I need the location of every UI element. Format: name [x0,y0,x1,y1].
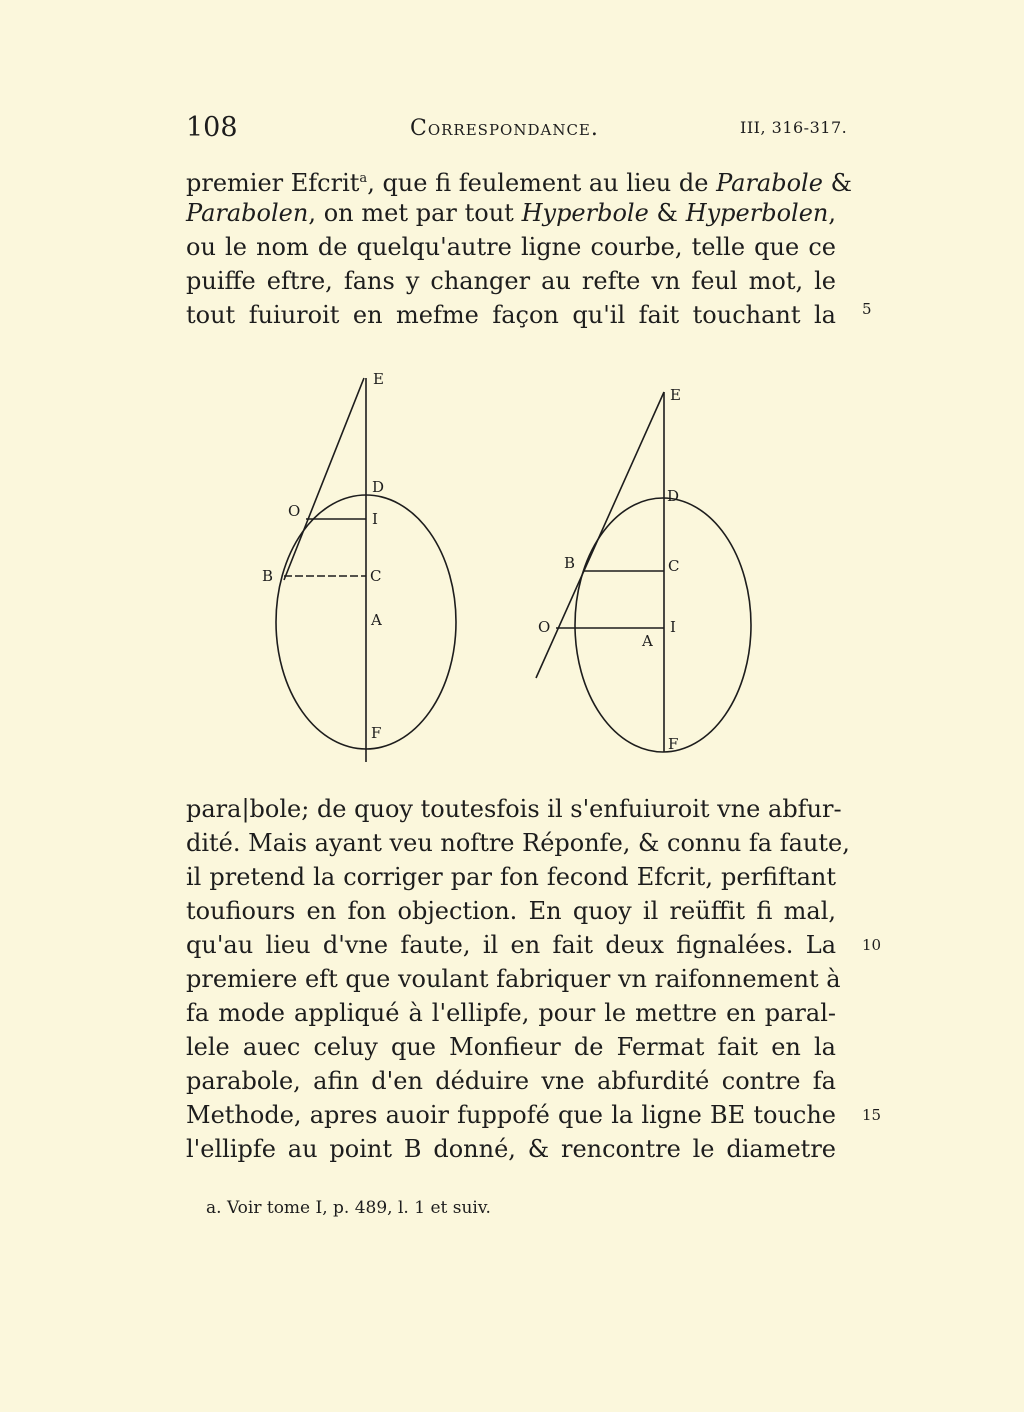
text-line: il pretend la corriger par fon fecond Efcrit, perfiftant [186,863,836,891]
text-line: puiffe eftre, fans y changer au refte vn feul mot, le [186,267,836,295]
text-line: tout fuiuroit en mefme façon qu'il fait touchant la [186,301,836,329]
left-tangent-line [284,378,364,580]
label-o: O [288,502,301,520]
text-line: parabole, afin d'en déduire vne abfurdité contre fa [186,1067,836,1095]
text-line: qu'au lieu d'vne faute, il en fait deux fignalées. La [186,931,836,959]
label-b: B [262,567,274,585]
text-line: l'ellipfe au point B donné, & rencontre le diametre [186,1135,836,1163]
label-o: O [538,618,551,636]
footnote-marker: a [359,171,368,186]
text-line: para|bole; de quoy toutesfois il s'enfuiuroit vne abfur- [186,795,842,823]
label-e: E [670,386,681,404]
label-c: C [668,557,680,575]
paragraph-bottom [186,792,850,1166]
text-line: dité. Mais ayant veu noftre Réponfe, & connu fa faute, [186,829,850,857]
text-line: Parabolen, on met par tout Hyperbole & Hyperbolen, [186,199,837,227]
label-d: D [372,478,385,496]
label-b: B [564,554,576,572]
volume-reference: III, 316-317. [740,118,848,137]
right-ellipse [575,498,751,752]
text-line: fa mode appliqué à l'ellipfe, pour le mettre en paral- [186,999,836,1027]
label-a: A [642,632,653,650]
label-e: E [373,370,384,388]
label-i: I [372,510,378,528]
label-f: F [371,724,382,742]
label-a: A [371,611,382,629]
text-line: Methode, apres auoir fuppofé que la ligne BE touche [186,1101,836,1129]
text-line: toufiours en fon objection. En quoy il reüffit fi mal, [186,897,836,925]
ellipse-figure [240,360,780,770]
label-i: I [670,618,676,636]
text-line: ou le nom de quelqu'autre ligne courbe, telle que ce [186,233,836,261]
running-title: Correspondance. [410,116,599,141]
text-line: premiere eft que voulant fabriquer vn raifonnement à [186,965,841,993]
page-header [0,112,1024,148]
text-line: premier Efcrit$^a$, que fi feulement au lieu de Parabole & [186,169,852,197]
page-number: 108 [186,112,238,143]
footnote: a. Voir tome I, p. 489, l. 1 et suiv. [206,1198,491,1218]
line-number: 5 [862,300,872,318]
text-line: lele auec celuy que Monfieur de Fermat fait en la [186,1033,836,1061]
line-number: 15 [862,1106,882,1124]
paragraph-top [186,162,852,332]
label-c: C [370,567,382,585]
line-number: 10 [862,936,882,954]
geometric-diagram [240,360,780,770]
label-f: F [668,735,679,753]
label-d: D [667,487,680,505]
